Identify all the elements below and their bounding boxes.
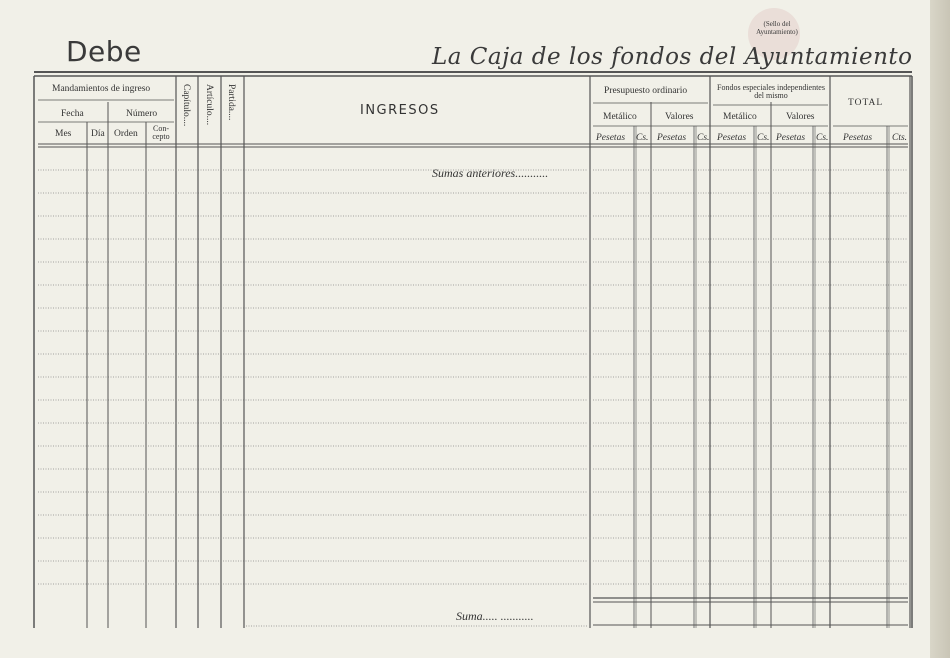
valores-header-1: Valores <box>665 112 694 122</box>
mes-header: Mes <box>55 129 72 139</box>
ingresos-header: INGRESOS <box>360 103 440 118</box>
cs-header-4: Cs. <box>816 133 829 143</box>
concepto-header: Con-cepto <box>152 124 170 141</box>
pesetas-header-4: Pesetas <box>776 133 806 143</box>
pesetas-header-2: Pesetas <box>657 133 687 143</box>
presupuesto-header: Presupuesto ordinario <box>604 86 688 96</box>
cs-header-3: Cs. <box>757 133 770 143</box>
cs-header-2: Cs. <box>697 133 710 143</box>
cts-header: Cts. <box>892 133 908 143</box>
articulo-header: Artículo.... <box>204 84 214 126</box>
caja-title: La Caja de los fondos del Ayuntamiento <box>432 44 913 70</box>
fondos-header: Fondos especiales independientes del mismo <box>717 83 825 100</box>
pesetas-header-3: Pesetas <box>717 133 747 143</box>
sumas-anteriores-label: Sumas anteriores........... <box>432 166 549 180</box>
total-header: TOTAL <box>848 98 884 108</box>
capitulo-header: Capítulo.... <box>181 84 191 127</box>
numero-header: Número <box>126 109 158 119</box>
pesetas-header-5: Pesetas <box>843 133 873 143</box>
fecha-header: Fecha <box>61 109 84 119</box>
metalico-header-1: Metálico <box>603 112 637 122</box>
suma-label: Suma..... ........... <box>456 609 534 623</box>
page-edge <box>930 0 950 658</box>
partida-header: Partida.... <box>226 84 236 121</box>
metalico-header-2: Metálico <box>723 112 757 122</box>
mandamientos-header: Mandamientos de ingreso <box>52 84 151 94</box>
dia-header: Día <box>91 129 105 139</box>
seal-text: (Sello del Ayuntamiento) <box>756 20 798 36</box>
debe-title: Debe <box>66 35 142 68</box>
valores-header-2: Valores <box>786 112 815 122</box>
orden-header: Orden <box>114 129 138 139</box>
cs-header-1: Cs. <box>636 133 649 143</box>
pesetas-header-1: Pesetas <box>596 133 626 143</box>
